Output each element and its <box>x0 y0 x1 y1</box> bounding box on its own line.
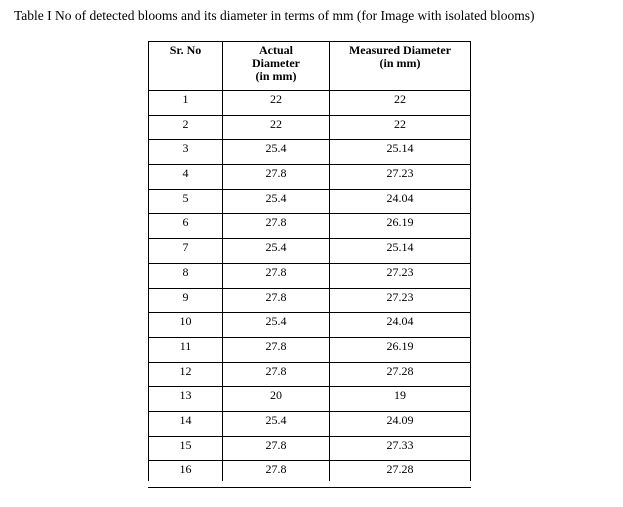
cell-measured: 25.14 <box>330 239 471 264</box>
cell-measured: 22 <box>330 115 471 140</box>
cell-actual: 27.8 <box>223 263 330 288</box>
cell-sr: 15 <box>149 436 223 461</box>
cell-sr: 6 <box>149 214 223 239</box>
cell-measured: 25.14 <box>330 140 471 165</box>
table-row <box>149 239 471 264</box>
data-table <box>148 41 471 481</box>
table-header-row <box>149 42 471 91</box>
cell-measured: 22 <box>330 91 471 116</box>
cell-sr: 7 <box>149 239 223 264</box>
table-row <box>149 362 471 387</box>
header-actual-line2: Diameter <box>252 56 300 70</box>
cell-sr: 9 <box>149 288 223 313</box>
table-row <box>149 214 471 239</box>
table-row <box>149 263 471 288</box>
cell-actual: 27.8 <box>223 214 330 239</box>
cell-sr: 4 <box>149 165 223 190</box>
cell-actual: 27.8 <box>223 362 330 387</box>
cell-measured: 26.19 <box>330 337 471 362</box>
table-row <box>149 313 471 338</box>
table-row <box>149 91 471 116</box>
cell-measured: 19 <box>330 387 471 412</box>
table-row <box>149 436 471 461</box>
cell-actual: 25.4 <box>223 239 330 264</box>
cell-sr: 3 <box>149 140 223 165</box>
cell-measured: 26.19 <box>330 214 471 239</box>
cell-actual: 27.8 <box>223 436 330 461</box>
table-caption: Table I No of detected blooms and its diameter in terms of mm (for Image with isolated blooms) <box>14 8 535 23</box>
table-row <box>149 461 471 481</box>
cell-actual: 25.4 <box>223 313 330 338</box>
header-sr-no-label: Sr. No <box>169 43 202 57</box>
cell-actual: 27.8 <box>223 165 330 190</box>
cell-measured: 24.09 <box>330 411 471 436</box>
table-row <box>149 165 471 190</box>
cell-sr: 13 <box>149 387 223 412</box>
cell-actual: 20 <box>223 387 330 412</box>
cell-measured: 24.04 <box>330 313 471 338</box>
table-bottom-rule <box>148 487 471 488</box>
cell-actual: 27.8 <box>223 288 330 313</box>
cell-actual: 25.4 <box>223 411 330 436</box>
header-actual-line1: Actual <box>259 43 293 57</box>
cell-measured: 27.33 <box>330 436 471 461</box>
cell-actual: 27.8 <box>223 461 330 481</box>
header-actual-line3: (in mm) <box>255 69 297 83</box>
table-row <box>149 337 471 362</box>
header-measured-line2: (in mm) <box>379 56 421 70</box>
header-actual-diameter <box>223 42 330 91</box>
cell-actual: 27.8 <box>223 337 330 362</box>
cell-sr: 1 <box>149 91 223 116</box>
table-row <box>149 140 471 165</box>
header-measured-diameter <box>330 42 471 91</box>
cell-sr: 5 <box>149 189 223 214</box>
cell-actual: 25.4 <box>223 140 330 165</box>
table-row <box>149 387 471 412</box>
cell-measured: 24.04 <box>330 189 471 214</box>
cell-sr: 14 <box>149 411 223 436</box>
table-row <box>149 115 471 140</box>
cell-sr: 12 <box>149 362 223 387</box>
cell-measured: 27.28 <box>330 362 471 387</box>
cell-sr: 11 <box>149 337 223 362</box>
cell-sr: 8 <box>149 263 223 288</box>
cell-measured: 27.23 <box>330 288 471 313</box>
cell-measured: 27.23 <box>330 165 471 190</box>
cell-actual: 22 <box>223 115 330 140</box>
cell-measured: 27.23 <box>330 263 471 288</box>
cell-sr: 2 <box>149 115 223 140</box>
table-row <box>149 189 471 214</box>
table-row <box>149 411 471 436</box>
header-sr-no <box>149 42 223 91</box>
cell-sr: 16 <box>149 461 223 481</box>
cell-sr: 10 <box>149 313 223 338</box>
cell-measured: 27.28 <box>330 461 471 481</box>
cell-actual: 25.4 <box>223 189 330 214</box>
table-row <box>149 288 471 313</box>
header-measured-line1: Measured Diameter <box>348 43 452 57</box>
cell-actual: 22 <box>223 91 330 116</box>
